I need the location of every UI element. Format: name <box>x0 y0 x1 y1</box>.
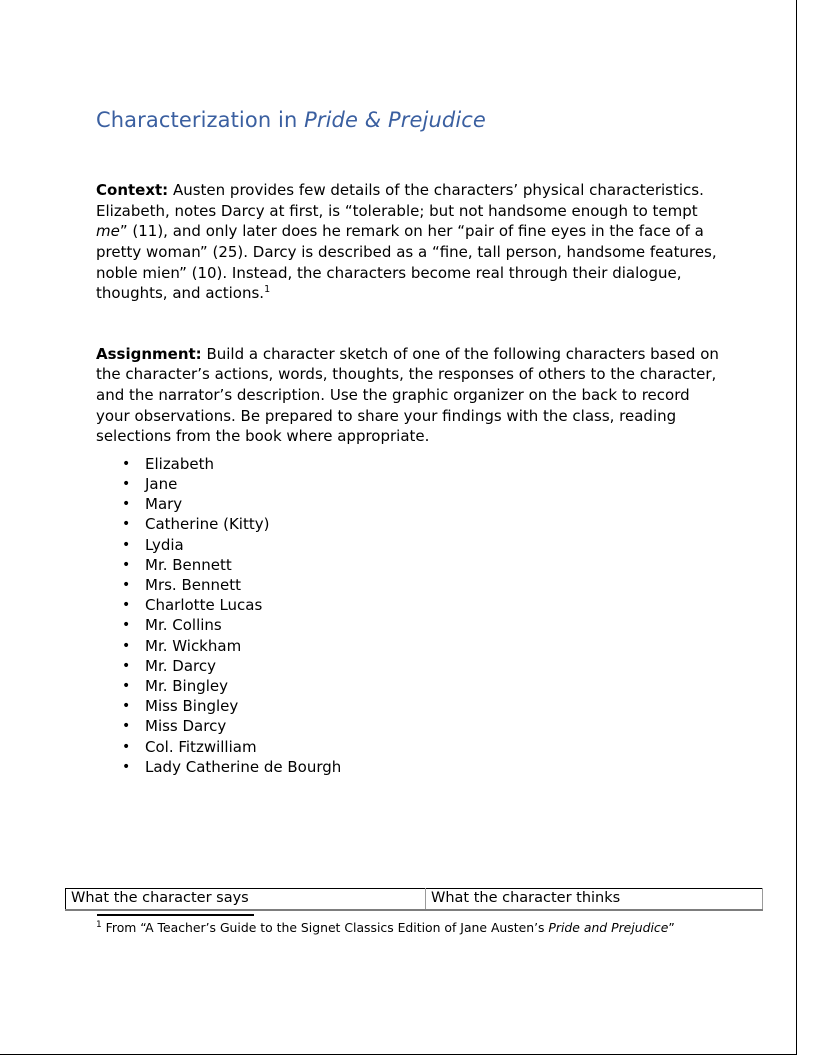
list-item <box>96 494 724 514</box>
document-body <box>96 108 724 777</box>
list-item <box>96 737 724 757</box>
page-title <box>96 108 724 133</box>
character-name: Mr. Bennett <box>145 555 232 574</box>
character-name: Mr. Bingley <box>145 676 229 695</box>
character-name: Jane <box>145 474 178 493</box>
character-name: Miss Bingley <box>145 697 239 716</box>
context-text-part2: ” (11), and only later does he remark on her “pair of fine eyes in the face of a pretty woman” (25). Darcy is described as a “fine, tall person, handsome features, noble mien” (10). Instead, the characters become real through their dialogue, thoughts, and actions. <box>96 222 717 303</box>
character-name: Lydia <box>145 535 184 554</box>
character-name: Lady Catherine de Bourgh <box>145 757 342 776</box>
character-name: Mr. Darcy <box>145 656 216 675</box>
footnote-separator-rule <box>97 914 254 916</box>
list-item <box>96 454 724 474</box>
footnote-area <box>96 914 736 936</box>
list-item <box>96 636 724 656</box>
assignment-text: Build a character sketch of one of the following characters based on the character’s actions, words, thoughts, the responses of others to the character, and the narrator’s description. Use the graphic organizer on the back to record your observations. Be prepared to share your findings with the class, reading selections from the book where appropriate. <box>96 344 719 446</box>
list-item <box>96 656 724 676</box>
character-name: Mrs. Bennett <box>145 575 241 594</box>
character-list <box>96 454 724 777</box>
assignment-paragraph <box>96 344 724 447</box>
list-item <box>96 595 724 615</box>
list-item <box>96 676 724 696</box>
context-emphasis-me: me <box>96 222 120 241</box>
footnote-number: 1 <box>96 919 102 930</box>
table-row <box>66 889 763 911</box>
footnote-reference-marker[interactable]: 1 <box>264 284 271 296</box>
list-item <box>96 514 724 534</box>
assignment-label: Assignment: <box>96 344 202 363</box>
list-item <box>96 555 724 575</box>
list-item <box>96 696 724 716</box>
context-text-part1: Austen provides few details of the characters’ physical characteristics. Elizabeth, notes Darcy at first, is “tolerable; but not handsome enough to tempt <box>96 181 704 220</box>
list-item <box>96 615 724 635</box>
graphic-organizer-table <box>65 888 763 911</box>
list-item <box>96 474 724 494</box>
list-item <box>96 716 724 736</box>
character-name: Col. Fitzwilliam <box>145 737 257 756</box>
character-name: Charlotte Lucas <box>145 596 263 615</box>
list-item <box>96 535 724 555</box>
page-title-plain: Characterization in <box>96 108 305 132</box>
table-header-says: What the character says <box>66 889 426 911</box>
character-name: Miss Darcy <box>145 717 227 736</box>
character-name: Mr. Collins <box>145 616 222 635</box>
footnote-book-title: Pride and Prejudice <box>548 920 669 935</box>
context-paragraph <box>96 180 724 304</box>
character-name: Mary <box>145 495 183 514</box>
character-name: Elizabeth <box>145 454 215 473</box>
table-header-thinks: What the character thinks <box>426 889 763 911</box>
footnote-text-part1: From “A Teacher’s Guide to the Signet Classics Edition of Jane Austen’s <box>101 920 549 935</box>
footnote-text <box>96 920 736 936</box>
list-item <box>96 575 724 595</box>
footnote-text-part2: ” <box>668 920 675 935</box>
character-name: Mr. Wickham <box>145 636 242 655</box>
character-name: Catherine (Kitty) <box>145 515 270 534</box>
page-title-italic: Pride & Prejudice <box>304 108 486 132</box>
context-label: Context: <box>96 181 169 200</box>
list-item <box>96 757 724 777</box>
